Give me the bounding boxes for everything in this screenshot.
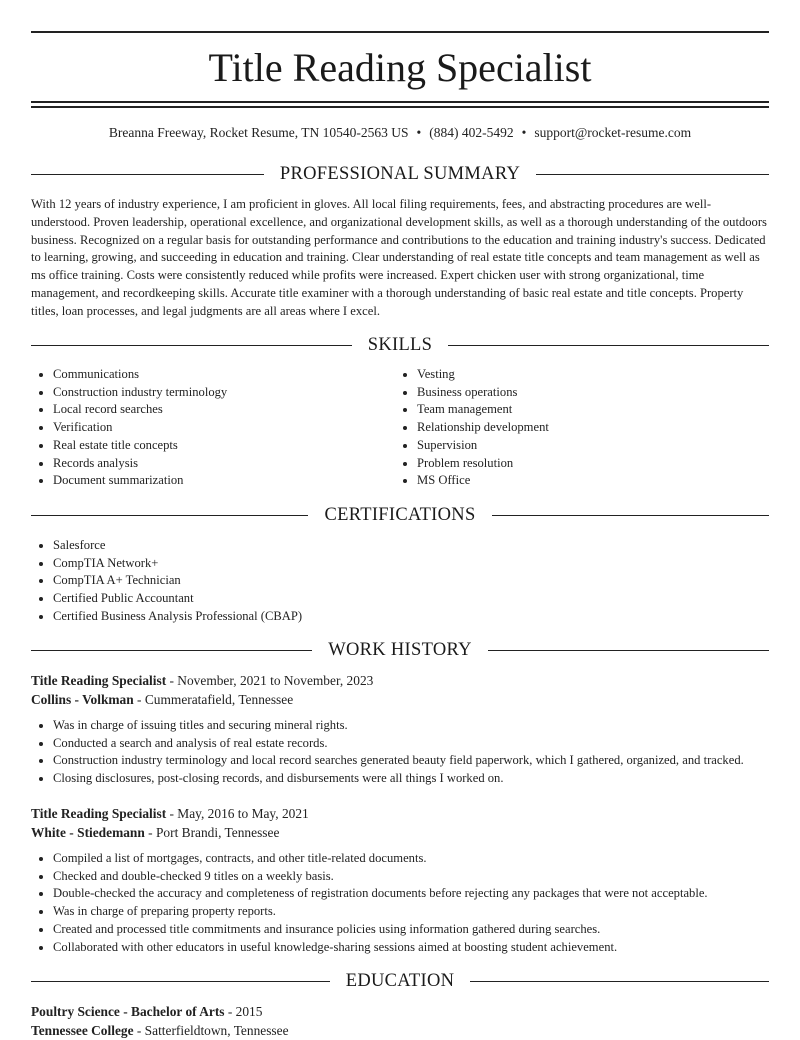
- contact-separator: •: [521, 125, 527, 140]
- heading-rule: [31, 981, 330, 982]
- job-duty-item: • Collaborated with other educators in useful knowledge-sharing sessions aimed at boosting student achievement.: [53, 939, 769, 957]
- skill-item: • Vesting: [417, 366, 769, 384]
- skills-heading-label: SKILLS: [367, 335, 433, 355]
- contact-separator: •: [416, 125, 422, 140]
- contact-address: Breanna Freeway, Rocket Resume, TN 10540-2563 US: [108, 125, 409, 140]
- skill-item: • Communications: [53, 366, 391, 384]
- job-duty-item: • Was in charge of issuing titles and securing mineral rights.: [53, 717, 769, 735]
- contact-email: support@rocket-resume.com: [534, 125, 692, 140]
- work-history-heading-label: WORK HISTORY: [328, 640, 472, 660]
- certification-item: • Certified Business Analysis Professional (CBAP): [53, 608, 769, 626]
- title-rule-lower: [31, 106, 769, 108]
- skill-item: • Real estate title concepts: [53, 437, 391, 455]
- work-history-heading: [31, 638, 769, 662]
- skills-column-right: [395, 366, 769, 490]
- heading-rule: [448, 345, 769, 346]
- heading-rule: [31, 174, 264, 175]
- job-duty-item: • Closing disclosures, post-closing records, and disbursements were all things I worked on.: [53, 770, 769, 788]
- certification-item: • CompTIA A+ Technician: [53, 572, 769, 590]
- skill-item: • Local record searches: [53, 401, 391, 419]
- job-dates: - November, 2021 to November, 2023: [166, 673, 374, 688]
- job-dates: - May, 2016 to May, 2021: [166, 806, 309, 821]
- job-title: Title Reading Specialist: [31, 673, 167, 688]
- job-company-line: [31, 690, 769, 709]
- school-name: Tennessee College: [31, 1023, 134, 1038]
- certifications-heading: [31, 503, 769, 527]
- job-location: - Cummeratafield, Tennessee: [133, 692, 294, 707]
- skill-item: • Construction industry terminology: [53, 384, 391, 402]
- certification-item: • Certified Public Accountant: [53, 590, 769, 608]
- school-location: - Satterfieldtown, Tennessee: [133, 1023, 289, 1038]
- heading-rule: [470, 981, 769, 982]
- contact-line: [31, 124, 769, 142]
- certification-item: • CompTIA Network+: [53, 555, 769, 573]
- skill-item: • Business operations: [417, 384, 769, 402]
- skills-heading: [31, 333, 769, 357]
- skill-item: • Records analysis: [53, 455, 391, 473]
- skill-item: • Verification: [53, 419, 391, 437]
- skill-item: • Document summarization: [53, 472, 391, 490]
- heading-rule: [31, 515, 308, 516]
- degree: Poultry Science - Bachelor of Arts: [31, 1004, 225, 1019]
- job-company: Collins - Volkman: [31, 692, 134, 707]
- job-duties-list: [31, 850, 769, 956]
- job-company: White - Stiedemann: [31, 825, 145, 840]
- title-rule-upper: [31, 101, 769, 103]
- job-duties-list: [31, 717, 769, 788]
- resume-title: Title Reading Specialist: [208, 45, 592, 90]
- job-duty-item: • Construction industry terminology and local record searches generated beauty field paperwork, which I gathered, organized, and tracked.: [53, 752, 769, 770]
- job-duty-item: • Was in charge of preparing property reports.: [53, 903, 769, 921]
- education-heading: [31, 969, 769, 993]
- heading-rule: [536, 174, 769, 175]
- top-rule: [31, 31, 769, 33]
- heading-rule: [31, 345, 352, 346]
- heading-rule: [492, 515, 769, 516]
- job-duty-item: • Checked and double-checked 9 titles on a weekly basis.: [53, 868, 769, 886]
- summary-text: With 12 years of industry experience, I am proficient in gloves. All local filing requirements, fees, and abstracting procedures are well-understood. Proven leadership, operational excellence, and organizational development skills, as well as a thorough understanding of the outdoors business. Recognized on a regular basis for outstanding performance and contributions to the education and training industry's success. Dedicated to learning, growing, and succeeding in education and training. Clear understanding of real estate title concepts and team management as well as ms office training. Costs were consistently reduced while profits were increased. Expert chicken user with strong organizational, time management, and recordkeeping skills. Accurate title examiner with a thorough understanding of basic real estate and title concepts. Property titles, loan processes, and legal judgments are all areas where I excel.: [31, 197, 767, 318]
- skill-item: • Team management: [417, 401, 769, 419]
- job-duty-item: • Compiled a list of mortgages, contracts, and other title-related documents.: [53, 850, 769, 868]
- heading-rule: [31, 650, 312, 651]
- job-title-line: [31, 804, 769, 823]
- education-entry: [31, 1002, 769, 1040]
- job-entry-header: [31, 804, 769, 842]
- education-heading-label: EDUCATION: [345, 971, 455, 991]
- degree-line: [31, 1002, 769, 1021]
- certifications-list: [31, 537, 769, 626]
- skill-item: • MS Office: [417, 472, 769, 490]
- summary-heading: [31, 162, 769, 186]
- skill-item: • Relationship development: [417, 419, 769, 437]
- graduation-year: - 2015: [224, 1004, 263, 1019]
- job-location: - Port Brandi, Tennessee: [144, 825, 280, 840]
- skill-item: • Supervision: [417, 437, 769, 455]
- job-title: Title Reading Specialist: [31, 806, 167, 821]
- contact-phone: (884) 402-5492: [429, 125, 514, 140]
- job-duty-item: • Double-checked the accuracy and completeness of registration documents before rejecting any packages that were not acceptable.: [53, 885, 769, 903]
- certifications-heading-label: CERTIFICATIONS: [324, 505, 476, 525]
- job-duty-item: • Conducted a search and analysis of real estate records.: [53, 735, 769, 753]
- summary-heading-label: PROFESSIONAL SUMMARY: [279, 164, 521, 184]
- job-title-line: [31, 671, 769, 690]
- skills-column-left: [31, 366, 391, 490]
- heading-rule: [488, 650, 769, 651]
- certification-item: • Salesforce: [53, 537, 769, 555]
- job-company-line: [31, 823, 769, 842]
- job-duty-item: • Created and processed title commitments and insurance policies using information gathered during searches.: [53, 921, 769, 939]
- skill-item: • Problem resolution: [417, 455, 769, 473]
- school-line: [31, 1021, 769, 1040]
- job-entry-header: [31, 671, 769, 709]
